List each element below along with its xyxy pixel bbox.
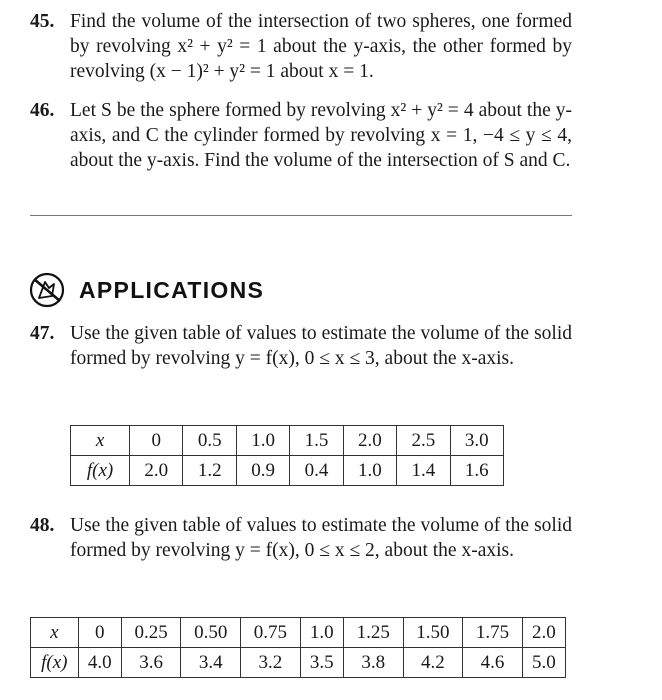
fx-value-cell: 3.6 — [121, 648, 181, 678]
problem-text: Let S be the sphere formed by revolving x² + y² = 4 about the y-axis, and C the cylinder formed by revolving x = 1, −4 ≤ y ≤ 4, about the y-axis. Find the volume of the intersection of S and C. — [70, 100, 572, 171]
fx-value-cell: 3.5 — [300, 648, 343, 678]
problem-number: 45. — [30, 11, 55, 32]
applications-title: APPLICATIONS — [79, 276, 265, 303]
fx-value-cell: 1.6 — [450, 456, 503, 486]
applications-icon — [27, 270, 67, 310]
problem-text: Use the given table of values to estimate the volume of the solid formed by revolving y = f(x), 0 ≤ x ≤ 3, about the x-axis. — [70, 323, 572, 369]
fx-value-cell: 2.0 — [130, 456, 183, 486]
x-value-cell: 1.50 — [403, 618, 463, 648]
fx-value-cell: 0.4 — [290, 456, 343, 486]
values-table-48 — [30, 617, 566, 678]
section-divider — [30, 215, 572, 216]
x-value-cell: 1.75 — [463, 618, 523, 648]
fx-value-cell: 4.2 — [403, 648, 463, 678]
problem-number: 46. — [30, 100, 55, 121]
problem-number: 47. — [30, 323, 55, 344]
fx-label-cell: f(x) — [71, 456, 130, 486]
problem-number: 48. — [30, 515, 55, 536]
x-value-cell: 2.0 — [343, 426, 396, 456]
x-value-cell: 1.5 — [290, 426, 343, 456]
applications-heading — [27, 270, 264, 310]
x-value-cell: 3.0 — [450, 426, 503, 456]
x-row — [71, 426, 504, 456]
x-value-cell: 2.5 — [397, 426, 450, 456]
problem-45 — [30, 9, 572, 84]
fx-value-cell: 1.4 — [397, 456, 450, 486]
fx-value-cell: 5.0 — [522, 648, 565, 678]
fx-label-cell: f(x) — [31, 648, 79, 678]
x-value-cell: 1.0 — [236, 426, 289, 456]
fx-row — [71, 456, 504, 486]
x-value-cell: 0.75 — [241, 618, 301, 648]
fx-value-cell: 0.9 — [236, 456, 289, 486]
problem-text: Use the given table of values to estimate the volume of the solid formed by revolving y = f(x), 0 ≤ x ≤ 2, about the x-axis. — [70, 515, 572, 561]
x-value-cell: 0.50 — [181, 618, 241, 648]
fx-value-cell: 3.2 — [241, 648, 301, 678]
fx-value-cell: 4.6 — [463, 648, 523, 678]
x-label-cell: x — [31, 618, 79, 648]
problem-48 — [30, 513, 572, 563]
x-value-cell: 0 — [130, 426, 183, 456]
fx-row — [31, 648, 566, 678]
fx-value-cell: 3.4 — [181, 648, 241, 678]
x-value-cell: 0.25 — [121, 618, 181, 648]
x-value-cell: 1.0 — [300, 618, 343, 648]
x-value-cell: 2.0 — [522, 618, 565, 648]
x-value-cell: 1.25 — [343, 618, 403, 648]
values-table-47 — [70, 425, 504, 486]
problem-47 — [30, 321, 572, 371]
x-value-cell: 0.5 — [183, 426, 236, 456]
x-label-cell: x — [71, 426, 130, 456]
problem-text: Find the volume of the intersection of two spheres, one formed by revolving x² + y² = 1 about the y-axis, the other formed by revolving (x − 1)² + y² = 1 about x = 1. — [70, 11, 572, 82]
problem-46 — [30, 98, 572, 173]
fx-value-cell: 1.0 — [343, 456, 396, 486]
fx-value-cell: 1.2 — [183, 456, 236, 486]
x-value-cell: 0 — [78, 618, 121, 648]
fx-value-cell: 3.8 — [343, 648, 403, 678]
x-row — [31, 618, 566, 648]
fx-value-cell: 4.0 — [78, 648, 121, 678]
